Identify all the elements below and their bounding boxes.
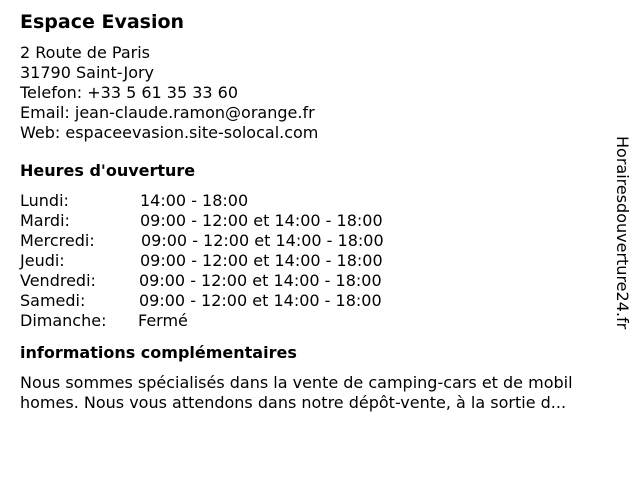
hours-time: Fermé bbox=[138, 311, 188, 330]
hours-row-mardi bbox=[20, 211, 620, 231]
address-city: 31790 Saint-Jory bbox=[20, 63, 155, 82]
contact-block bbox=[20, 43, 620, 143]
hours-time: 09:00 - 12:00 et 14:00 - 18:00 bbox=[140, 211, 383, 230]
hours-time: 09:00 - 12:00 et 14:00 - 18:00 bbox=[140, 251, 383, 270]
site-watermark: Horairesdouverture24.fr bbox=[613, 136, 632, 330]
info-line: Nous sommes spécialisés dans la vente de camping-cars et de mobil bbox=[20, 373, 573, 392]
hours-day: Mardi: bbox=[20, 211, 70, 230]
business-card bbox=[20, 10, 620, 413]
hours-time: 09:00 - 12:00 et 14:00 - 18:00 bbox=[139, 291, 382, 310]
hours-row-vendredi bbox=[20, 271, 620, 291]
hours-row-lundi bbox=[20, 191, 620, 211]
hours-row-samedi bbox=[20, 291, 620, 311]
hours-day: Samedi: bbox=[20, 291, 86, 310]
hours-day: Jeudi: bbox=[20, 251, 65, 270]
hours-title: Heures d'ouverture bbox=[20, 161, 196, 180]
hours-day: Lundi: bbox=[20, 191, 69, 210]
email-line: Email: jean-claude.ramon@orange.fr bbox=[20, 103, 315, 122]
hours-day: Vendredi: bbox=[20, 271, 96, 290]
info-description bbox=[20, 373, 620, 413]
hours-time: 09:00 - 12:00 et 14:00 - 18:00 bbox=[139, 271, 382, 290]
business-name: Espace Evasion bbox=[20, 11, 185, 33]
info-title: informations complémentaires bbox=[20, 343, 297, 362]
hours-row-mercredi bbox=[20, 231, 620, 251]
web-line: Web: espaceevasion.site-solocal.com bbox=[20, 123, 319, 142]
hours-time: 09:00 - 12:00 et 14:00 - 18:00 bbox=[141, 231, 384, 250]
hours-day: Mercredi: bbox=[20, 231, 95, 250]
info-line: homes. Nous vous attendons dans notre dépôt-vente, à la sortie d... bbox=[20, 393, 567, 412]
hours-row-dimanche bbox=[20, 311, 620, 331]
hours-row-jeudi bbox=[20, 251, 620, 271]
hours-day: Dimanche: bbox=[20, 311, 107, 330]
address-street: 2 Route de Paris bbox=[20, 43, 150, 62]
phone-line: Telefon: +33 5 61 35 33 60 bbox=[20, 83, 239, 102]
hours-time: 14:00 - 18:00 bbox=[140, 191, 249, 210]
hours-table bbox=[20, 191, 620, 331]
